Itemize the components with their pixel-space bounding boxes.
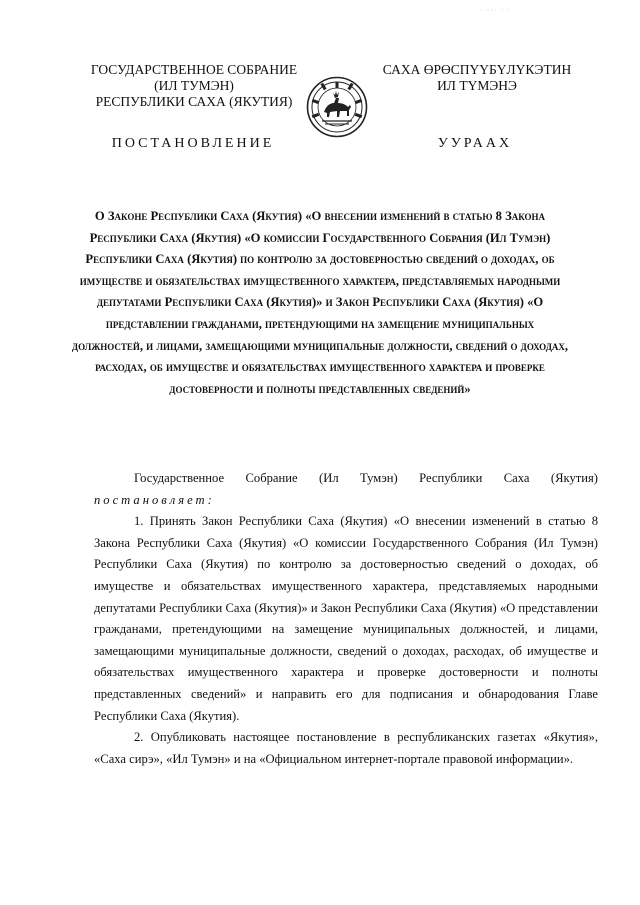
- header-left-line: РЕСПУБЛИКИ САХА (ЯКУТИЯ): [95, 94, 293, 109]
- document-title: О Законе Республики Саха (Якутия) «О внесении изменений в статью 8 Закона Республики Саха (Якутия) «О комиссии Государственного Собрания (Ил Тумэн) Республики Саха (Якутия) по контролю за достоверностью сведений о доходах, об имуществе и обязательствах имущественного характера, представляемых народными депутатами Республики Саха (Якутия)» и Закон Республики Саха (Якутия) «О представлении гражданами, претендующими на замещение муниципальных должностей, и лицами, замещающими муниципальные должности, сведений о доходах, расходах, об имуществе и обязательствах имущественного характера и проверке достоверности и полноты представленных сведений»: [71, 209, 569, 396]
- resolution-item: 2. Опубликовать настоящее постановление в республиканских газетах «Якутия», «Саха сирэ», «Ил Тумэн» и на «Официальном интернет-портале правовой информации».: [94, 730, 598, 766]
- header-left-line: ГОСУДАРСТВЕННОЕ СОБРАНИЕ: [90, 62, 298, 77]
- doc-type-yakut: УУРААХ: [437, 136, 513, 151]
- resolution-item: 1. Принять Закон Республики Саха (Якутия) «О внесении изменений в статью 8 Закона Республики Саха (Якутия) «О комиссии Государственного Собрания (Ил Тумэн) Республики Саха (Якутия) по контролю за достоверностью сведений о доходах, об имуществе и обязательствах имущественного характера, представляемых народными депутатами Республики Саха (Якутия)» и Закон Республики Саха (Якутия) «О представлении гражданами, претендующими на замещение муниципальных должностей, и лицами, замещающими муниципальные должности, сведений о доходах, расходах, об имуществе и обязательствах имущественного характера и проверке достоверности и полноты представленных сведений» и направить его для подписания и обнародования Главе Республики Саха (Якутия).: [94, 514, 598, 723]
- doc-type-russian: ПОСТАНОВЛЕНИЕ: [111, 136, 275, 151]
- document-body: [94, 468, 598, 770]
- header-right-line: ИЛ ТҮМЭНЭ: [437, 78, 517, 93]
- header-left-line: (ИЛ ТУМЭН): [154, 78, 234, 93]
- scan-artifact: · ··· · ·: [480, 6, 511, 15]
- preamble-text: Государственное Собрание (Ил Тумэн) Республики Саха (Якутия): [134, 471, 598, 485]
- header-left-org-name: [84, 62, 304, 110]
- coat-of-arms-emblem: [306, 76, 368, 138]
- header-right-line: САХА ӨРӨСПҮҮБҮЛҮКЭТИН: [382, 62, 572, 77]
- decree-word: постановляет:: [94, 492, 215, 507]
- header-right-org-name: [372, 62, 582, 94]
